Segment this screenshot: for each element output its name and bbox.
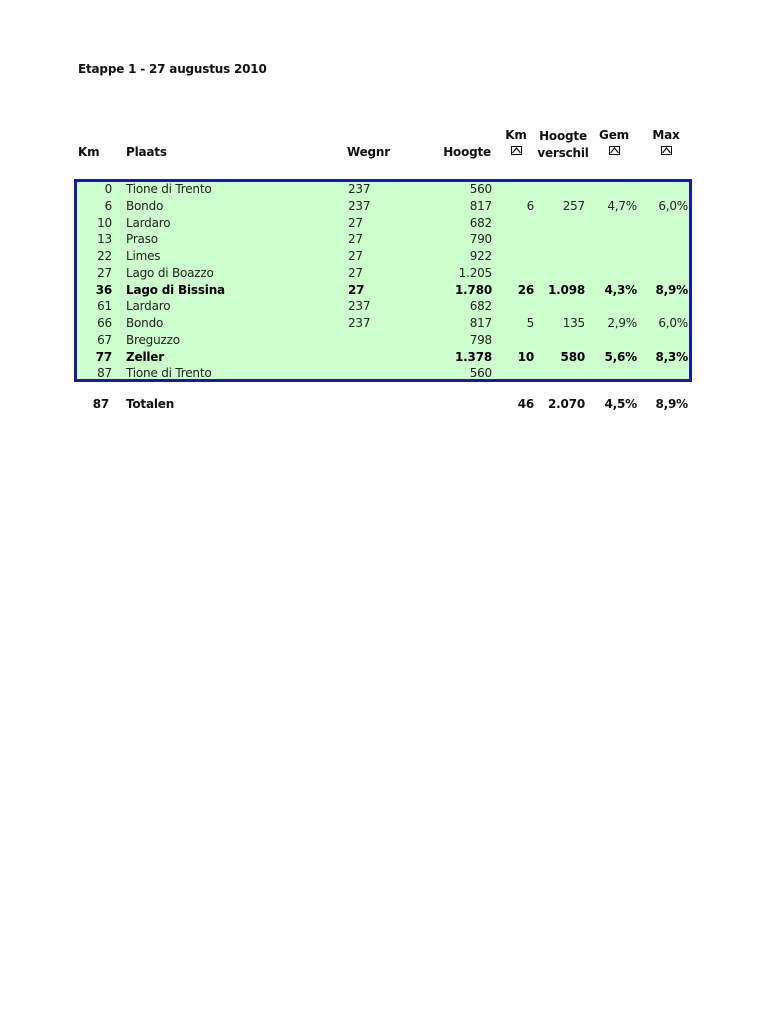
- cell-km: 27: [97, 265, 112, 280]
- cell-km: 22: [97, 249, 112, 263]
- header-climb-km: [500, 128, 532, 155]
- table-row: [77, 282, 689, 299]
- cell-plaats: Praso: [126, 232, 158, 247]
- cell-climb-km: 5: [526, 316, 534, 330]
- cell-plaats: Tione di Trento: [126, 182, 212, 196]
- totals-climb-km: 46: [517, 397, 534, 411]
- cell-max: 6,0%: [658, 198, 688, 213]
- cell-plaats: Bondo: [126, 198, 164, 213]
- table-row: [77, 215, 689, 232]
- cell-hoogte: 817: [469, 198, 492, 213]
- table-row: [77, 231, 689, 248]
- table-row: [77, 198, 689, 215]
- table-row: [77, 298, 689, 315]
- table-row: [77, 315, 689, 332]
- totals-verschil: 2.070: [548, 397, 585, 411]
- cell-hoogte: 922: [469, 249, 492, 263]
- cell-hoogte: 1.205: [458, 265, 492, 280]
- cell-gem: 4,7%: [607, 198, 637, 213]
- cell-hoogte: 1.780: [455, 282, 492, 297]
- header-hoogte-verschil-line1: Hoogte: [539, 129, 587, 143]
- cell-hoogte: 682: [469, 299, 492, 314]
- table-row: [77, 248, 689, 265]
- cell-km: 0: [104, 182, 112, 196]
- cell-climb-km: 10: [517, 349, 534, 364]
- header-hoogte: Hoogte: [443, 145, 491, 159]
- cell-hoogte: 817: [469, 316, 492, 330]
- stage-table: [74, 179, 692, 382]
- cell-climb-km: 26: [517, 282, 534, 297]
- cell-km: 77: [95, 349, 112, 364]
- cell-plaats: Zeller: [126, 349, 164, 364]
- table-row: [77, 365, 689, 382]
- cell-verschil: 580: [560, 349, 585, 364]
- cell-plaats: Lardaro: [126, 299, 171, 314]
- cell-hoogte: 682: [469, 215, 492, 230]
- header-gem-label: Gem: [599, 128, 629, 142]
- cell-max: 8,3%: [655, 349, 688, 364]
- cell-plaats: Lardaro: [126, 215, 171, 230]
- header-wegnr: Wegnr: [347, 145, 390, 159]
- cell-gem: 4,3%: [604, 282, 637, 297]
- cell-wegnr: 237: [348, 316, 371, 330]
- cell-hoogte: 560: [469, 366, 492, 381]
- header-km: Km: [78, 145, 100, 159]
- cell-hoogte: 790: [469, 232, 492, 247]
- header-hoogte-verschil: [535, 128, 591, 162]
- cell-plaats: Bondo: [126, 316, 164, 330]
- header-max: [646, 128, 686, 155]
- cell-max: 8,9%: [655, 282, 688, 297]
- cell-plaats: Limes: [126, 249, 161, 263]
- totals-label: Totalen: [126, 397, 175, 411]
- cell-climb-km: 6: [526, 198, 534, 213]
- cell-plaats: Lago di Boazzo: [126, 265, 214, 280]
- cell-plaats: Breguzzo: [126, 332, 180, 347]
- header-gem: [594, 128, 634, 155]
- table-row: [77, 265, 689, 282]
- cell-plaats: Lago di Bissina: [126, 282, 225, 297]
- cell-km: 6: [104, 198, 112, 213]
- cell-wegnr: 27: [348, 282, 365, 297]
- slope-icon: [609, 146, 620, 155]
- totals-max: 8,9%: [655, 397, 688, 411]
- table-row: [77, 349, 689, 366]
- header-hoogte-verschil-line2: verschil: [537, 146, 589, 160]
- cell-km: 36: [95, 282, 112, 297]
- cell-verschil: 135: [562, 316, 585, 330]
- totals-km: 87: [92, 397, 109, 411]
- table-row: [77, 181, 689, 198]
- cell-wegnr: 27: [348, 249, 363, 263]
- cell-hoogte: 798: [469, 332, 492, 347]
- slope-icon: [661, 146, 672, 155]
- cell-km: 67: [97, 332, 112, 347]
- cell-verschil: 1.098: [548, 282, 585, 297]
- table-row: [77, 332, 689, 349]
- header-plaats: Plaats: [126, 145, 167, 159]
- totals-row: [74, 396, 692, 413]
- cell-gem: 5,6%: [604, 349, 637, 364]
- cell-km: 66: [97, 316, 112, 330]
- cell-hoogte: 1.378: [455, 349, 492, 364]
- cell-km: 61: [97, 299, 112, 314]
- cell-wegnr: 27: [348, 265, 363, 280]
- cell-wegnr: 27: [348, 215, 363, 230]
- cell-plaats: Tione di Trento: [126, 366, 212, 381]
- slope-icon: [511, 146, 522, 155]
- cell-max: 6,0%: [658, 316, 688, 330]
- cell-hoogte: 560: [469, 182, 492, 196]
- cell-wegnr: 237: [348, 182, 371, 196]
- cell-gem: 2,9%: [607, 316, 637, 330]
- cell-wegnr: 237: [348, 299, 371, 314]
- cell-km: 13: [97, 232, 112, 247]
- cell-wegnr: 27: [348, 232, 363, 247]
- cell-verschil: 257: [562, 198, 585, 213]
- cell-km: 10: [97, 215, 112, 230]
- header-max-label: Max: [652, 128, 680, 142]
- totals-gem: 4,5%: [604, 397, 637, 411]
- header-climb-km-label: Km: [505, 128, 527, 142]
- cell-km: 87: [97, 366, 112, 381]
- cell-wegnr: 237: [348, 198, 371, 213]
- page-title: Etappe 1 - 27 augustus 2010: [78, 62, 267, 76]
